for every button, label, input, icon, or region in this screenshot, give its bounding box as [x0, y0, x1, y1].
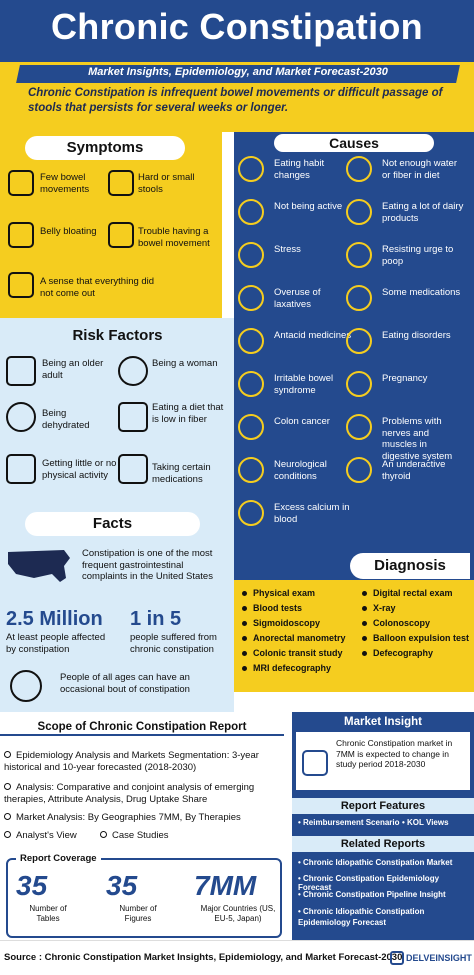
- cause-icon: [346, 156, 372, 182]
- cause-item: Colon cancer: [274, 416, 330, 427]
- related-reports-heading: Related Reports: [292, 836, 474, 852]
- diagnosis-item: Defecography: [362, 648, 433, 658]
- risk-item: Taking certain medications: [152, 462, 211, 485]
- related-report-link[interactable]: • Chronic Idiopathic Constipation Market: [298, 858, 453, 867]
- facts-map-text: Constipation is one of the most frequent gastrointestinal complaints in the United States: [82, 548, 213, 582]
- feature-item: • Reimbursement Scenario: [298, 818, 400, 827]
- related-report-link[interactable]: • Chronic Idiopathic Constipation Epidemiology Forecast: [298, 907, 425, 927]
- causes-heading: Causes: [274, 134, 434, 152]
- market-insight-panel: [292, 712, 474, 940]
- symptom-item: Trouble having a bowel movement: [138, 226, 210, 249]
- toilet-icon: [108, 170, 134, 196]
- cause-item: Pregnancy: [382, 373, 428, 384]
- cause-icon: [346, 414, 372, 440]
- stat-text: At least people affected by constipation: [6, 632, 106, 655]
- stat-value: 1 in 5: [130, 608, 182, 630]
- diagnosis-heading: Diagnosis: [350, 553, 470, 579]
- cause-item: Excess calcium in blood: [274, 502, 350, 525]
- diagnosis-item: Physical exam: [242, 588, 315, 598]
- diagnosis-item: Balloon expulsion test: [362, 633, 469, 643]
- related-report-link[interactable]: • Chronic Constipation Epidemiology Forecast: [298, 874, 440, 892]
- footer-brand: DELVEINSIGHT: [406, 953, 472, 963]
- cause-item: Irritable bowel syndrome: [274, 373, 334, 396]
- inactive-icon: [6, 454, 36, 484]
- cause-icon: [238, 242, 264, 268]
- symptom-item: Hard or small stools: [138, 172, 195, 195]
- scope-item: Analyst's View: [4, 830, 98, 842]
- usa-map-icon: [4, 544, 74, 588]
- header-section: [0, 0, 474, 132]
- related-report-link[interactable]: • Chronic Constipation Pipeline Insight: [298, 890, 446, 899]
- diagnosis-item: MRI defecography: [242, 663, 331, 673]
- cause-icon: [238, 500, 264, 526]
- cause-icon: [238, 199, 264, 225]
- cause-item: Eating a lot of dairy products: [382, 201, 464, 224]
- cause-icon: [346, 199, 372, 225]
- coverage-heading: Report Coverage: [16, 853, 101, 864]
- scope-item: Case Studies: [100, 830, 200, 842]
- scope-item: Epidemiology Analysis and Markets Segmentation: 3-year historical and 10-year forecasted (2018-2030): [4, 750, 259, 773]
- cause-icon: [346, 371, 372, 397]
- market-insight-heading: Market Insight: [344, 716, 422, 728]
- cause-item: Resisting urge to poop: [382, 244, 454, 267]
- stomach-icon: [8, 170, 34, 196]
- cause-item: Neurological conditions: [274, 459, 327, 482]
- woman-icon: [118, 356, 148, 386]
- scope-heading: Scope of Chronic Constipation Report: [37, 721, 247, 733]
- facts-panel: [0, 508, 234, 712]
- coverage-value: 35: [106, 870, 138, 901]
- delveinsight-logo-icon: [390, 951, 404, 965]
- diagnosis-item: X-ray: [362, 603, 396, 613]
- cause-icon: [238, 457, 264, 483]
- belly-icon: [8, 222, 34, 248]
- cause-item: Problems with nerves and muscles in digestive system: [382, 416, 453, 462]
- risk-factors-heading: Risk Factors: [35, 324, 200, 348]
- stat-value: 2.5 Million: [6, 608, 103, 630]
- coverage-value: 35: [16, 870, 48, 901]
- facts-heading: Facts: [25, 512, 200, 536]
- page-description: Chronic Constipation is infrequent bowel movements or difficult passage of stools that persists for several weeks or longer.: [28, 87, 443, 114]
- cause-item: Some medications: [382, 287, 461, 298]
- cause-item: Eating disorders: [382, 330, 451, 341]
- footer: [0, 940, 474, 975]
- cause-icon: [238, 371, 264, 397]
- person-toilet-icon: [108, 222, 134, 248]
- coverage-label: Number of Figures: [119, 904, 157, 923]
- group-people-icon: [10, 670, 42, 702]
- symptom-item: Few bowel movements: [40, 172, 90, 195]
- risk-item: Being an older adult: [42, 358, 104, 381]
- cause-icon: [346, 285, 372, 311]
- diagnosis-item: Colonoscopy: [362, 618, 430, 628]
- cause-icon: [346, 328, 372, 354]
- risk-item: Being a woman: [152, 358, 218, 369]
- diagnosis-item: Digital rectal exam: [362, 588, 453, 598]
- coverage-label: Number of Tables: [29, 904, 67, 923]
- footer-source: Source : Chronic Constipation Market Insights, Epidemiology, and Market Forecast-2030: [4, 952, 403, 963]
- cause-icon: [238, 156, 264, 182]
- cause-item: Antacid medicines: [274, 330, 352, 341]
- scope-item: Market Analysis: By Geographies 7MM, By Therapies: [4, 812, 280, 824]
- risk-item: Eating a diet that is low in fiber: [152, 402, 224, 425]
- report-features-heading: Report Features: [292, 798, 474, 814]
- diagnosis-item: Sigmoidoscopy: [242, 618, 320, 628]
- cause-item: Overuse of laxatives: [274, 287, 321, 310]
- symptoms-heading: Symptoms: [25, 136, 185, 160]
- cause-item: Not enough water or fiber in diet: [382, 158, 457, 181]
- page-title: Chronic Constipation: [51, 6, 423, 47]
- scope-item: Analysis: Comparative and conjoint analysis of emerging therapies, Attribute Analysis, Drug Uptake Share: [4, 782, 255, 805]
- risk-factors-panel: [0, 318, 234, 508]
- risk-item: Being dehydrated: [42, 408, 90, 431]
- cause-icon: [238, 328, 264, 354]
- cause-icon: [238, 414, 264, 440]
- cause-icon: [346, 242, 372, 268]
- diagnosis-item: Colonic transit study: [242, 648, 343, 658]
- diagnosis-item: Anorectal manometry: [242, 633, 346, 643]
- symptom-item: A sense that everything did not come out: [40, 276, 155, 299]
- market-insight-text: Chronic Constipation market in 7MM is expected to change in study period 2018-2030: [336, 738, 453, 769]
- growth-chart-icon: [302, 750, 328, 776]
- head-icon: [8, 272, 34, 298]
- feature-item: • KOL Views: [402, 818, 449, 827]
- elderly-icon: [6, 356, 36, 386]
- cause-item: An underactive thyroid: [382, 459, 446, 482]
- stat-text: people suffered from chronic constipation: [130, 632, 217, 655]
- cause-item: Stress: [274, 244, 301, 255]
- cause-icon: [346, 457, 372, 483]
- risk-item: Getting little or no physical activity: [42, 458, 117, 481]
- symptoms-panel: [0, 132, 222, 318]
- facts-all-ages-text: People of all ages can have an occasional bout of constipation: [60, 672, 190, 695]
- diagnosis-item: Blood tests: [242, 603, 302, 613]
- coverage-value: 7MM: [194, 870, 257, 901]
- diet-icon: [118, 402, 148, 432]
- dehydrated-icon: [6, 402, 36, 432]
- coverage-label: Major Countries (US, EU-5, Japan): [200, 904, 276, 923]
- cause-item: Eating habit changes: [274, 158, 325, 181]
- cause-icon: [238, 285, 264, 311]
- symptom-item: Belly bloating: [40, 226, 97, 237]
- cause-item: Not being active: [274, 201, 343, 212]
- page-subtitle: Market Insights, Epidemiology, and Market Forecast-2030: [88, 66, 388, 78]
- medication-icon: [118, 454, 148, 484]
